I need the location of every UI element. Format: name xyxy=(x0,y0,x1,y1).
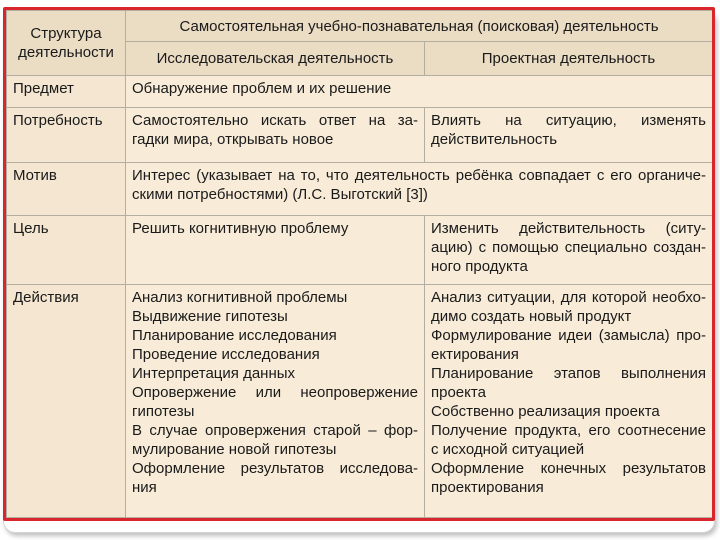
row-actions xyxy=(7,285,713,518)
header-group-cell: Самостоятельная учебно-познавательная (поисковая) деятельность xyxy=(126,11,713,42)
actions-project-item: Собственно реализация проекта xyxy=(431,403,660,420)
row-goal-label: Цель xyxy=(7,216,126,285)
row-actions-research xyxy=(126,285,425,518)
row-goal-project xyxy=(425,216,713,285)
row-subject-merged: Обнаружение проблем и их решение xyxy=(126,76,713,108)
actions-research-item: Опровержение или неопровержение xyxy=(132,384,418,401)
row-need-research-line-1: Самостоятельно искать ответ на за- xyxy=(132,112,418,129)
row-need-project xyxy=(425,108,713,163)
row-actions-project xyxy=(425,285,713,518)
row-need-research-line-2: гадки мира, открывать новое xyxy=(132,131,334,148)
actions-project-item: с исходной ситуацией xyxy=(431,441,585,458)
actions-research-item: ния xyxy=(132,479,157,496)
actions-research-item: Проведение исследования xyxy=(132,346,320,363)
actions-project-item: ектирования xyxy=(431,346,519,363)
actions-research-item: Анализ когнитивной проблемы xyxy=(132,289,348,306)
row-subject-label: Предмет xyxy=(7,76,126,108)
row-need-research xyxy=(126,108,425,163)
row-motive xyxy=(7,163,713,216)
actions-research-item: Оформление результатов исследова- xyxy=(132,460,418,477)
actions-project-item: Анализ ситуации, для которой необхо- xyxy=(431,289,706,306)
actions-project-item: проекта xyxy=(431,384,486,401)
actions-project-item: проектирования xyxy=(431,479,544,496)
actions-project-item: Оформление конечных результатов xyxy=(431,460,706,477)
actions-research-item: Планирование исследования xyxy=(132,327,337,344)
header-research-cell: Исследовательская деятельность xyxy=(126,42,425,76)
header-project-cell: Проектная деятельность xyxy=(425,42,713,76)
row-need xyxy=(7,108,713,163)
row-goal xyxy=(7,216,713,285)
row-motive-line-2: скими потребностями) (Л.С. Выготский [3]) xyxy=(132,186,428,203)
actions-project-item: Получение продукта, его соотнесение xyxy=(431,422,706,439)
row-subject xyxy=(7,76,713,108)
row-actions-label: Действия xyxy=(7,285,126,518)
actions-research-item: гипотезы xyxy=(132,403,195,420)
row-motive-merged xyxy=(126,163,713,216)
header-row-top xyxy=(7,11,713,42)
actions-research-item: Интерпретация данных xyxy=(132,365,296,382)
row-goal-project-line-1: Изменить действительность (ситу- xyxy=(431,220,706,237)
header-corner-cell xyxy=(7,11,126,76)
row-need-project-line-1: Влиять на ситуацию, изменять xyxy=(431,112,706,129)
actions-research-item: В случае опровержения старой – фор- xyxy=(132,422,418,439)
actions-research-item: Выдвижение гипотезы xyxy=(132,308,288,325)
actions-project-item: димо создать новый продукт xyxy=(431,308,632,325)
row-motive-line-1: Интерес (указывает на то, что деятельность ребёнка совпадает с его органиче- xyxy=(132,167,706,184)
header-corner-line-1: Структура xyxy=(30,25,102,42)
actions-project-item: Планирование этапов выполнения xyxy=(431,365,706,382)
actions-project-item: Формулирование идеи (замысла) про- xyxy=(431,327,706,344)
actions-research-item: мулирование новой гипотезы xyxy=(132,441,337,458)
header-corner-line-2: деятельности xyxy=(18,44,114,61)
row-goal-project-line-3: ного продукта xyxy=(431,258,528,275)
comparison-table xyxy=(6,10,713,518)
row-goal-project-line-2: ацию) с помощью специально создан- xyxy=(431,239,706,256)
row-motive-label: Мотив xyxy=(7,163,126,216)
row-goal-research: Решить когнитивную проблему xyxy=(126,216,425,285)
comparison-table-frame xyxy=(3,7,715,521)
row-need-label: Потребность xyxy=(7,108,126,163)
row-need-project-line-2: действительность xyxy=(431,131,558,148)
